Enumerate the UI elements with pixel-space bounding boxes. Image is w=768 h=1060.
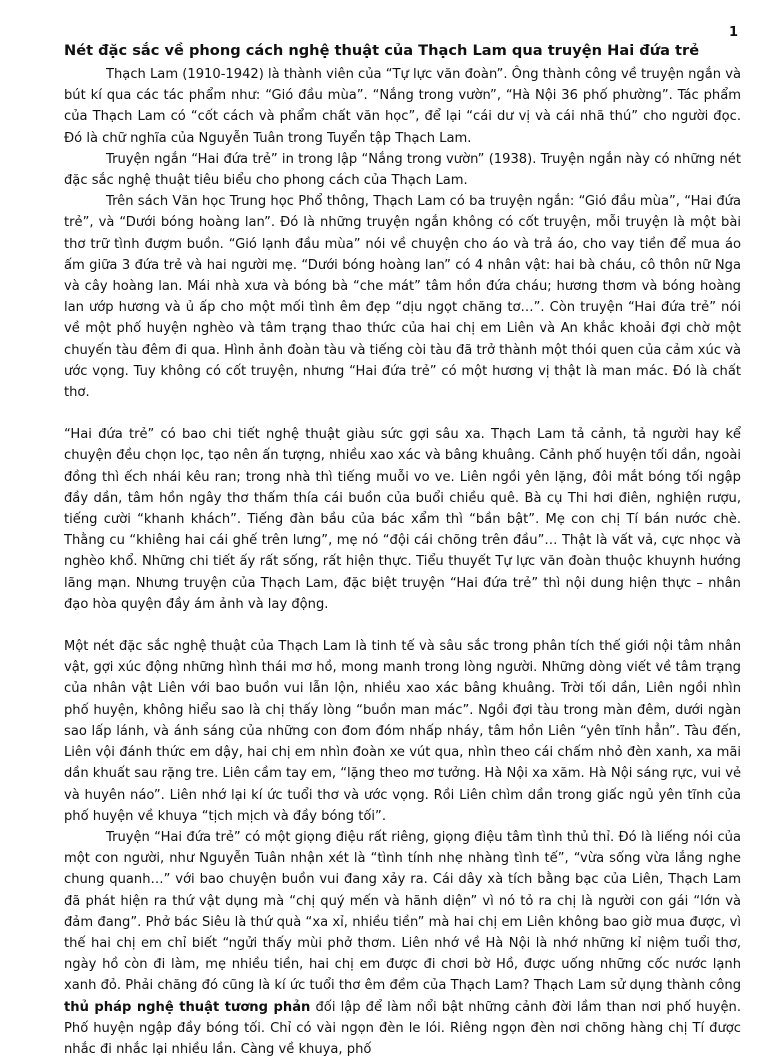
paragraph-voice-continuation: đối lập để làm nổi bật những cảnh đời lầm than nơi phố huyện. Phố huyện ngập đầy bóng tối. Chỉ có vài ngọn đèn le lói. Riêng ngọn đèn nơi chõng hàng chị Tí được nhắc đi nhắc lại nhiều lần. Càng về khuya, phố [64,999,741,1057]
bold-phrase: thủ pháp nghệ thuật tương phản [64,999,311,1015]
paragraph-details: “Hai đứa trẻ” có bao chi tiết nghệ thuật giàu sức gợi sâu xa. Thạch Lam tả cảnh, tả người hay kể chuyện đều chọn lọc, tạo nên ấn tượng, nhiều xao xác và bâng khuâng. Cảnh phố huyện tối dần, ngoài đồng thì ếch nhái kêu ran; trong nhà thì tiếng muỗi vo ve. Liên ngồi yên lặng, đôi mắt bóng tối ngập đầy dần, tâm hồn ngây thơ thấm thía cái buồn của buổi chiều quê. Bà cụ Thi hơi điên, nghiện rượu, tiếng cười “khanh khách”. Tiếng đàn bầu của bác xẩm thì “bần bật”. Mẹ con chị Tí bán nước chè. Thằng cu “khiêng hai cái ghế trên lưng”, mẹ nó “đội cái chõng trên đầu”… Thật là vất vả, cực nhọc và nghèo khổ. Những chi tiết ấy rất sống, rất hiện thực. Tiểu thuyết Tự lực văn đoàn thuộc khuynh hướng lãng mạn. Nhưng truyện của Thạch Lam, đặc biệt truyện “Hai đứa trẻ” thì nội dung hiện thực – nhân đạo hòa quyện đầy ám ảnh và lay động. [64,427,741,612]
document-title: Nét đặc sắc về phong cách nghệ thuật của Thạch Lam qua truyện Hai đứa trẻ [64,42,700,59]
paragraph-collection: Truyện ngắn “Hai đứa trẻ” in trong lập “Nắng trong vườn” (1938). Truyện ngắn này có những nét đặc sắc nghệ thuật tiêu biểu cho phong cách của Thạch Lam. [64,151,741,189]
paragraph-voice [64,827,741,1060]
paragraph-voice-text: Truyện “Hai đứa trẻ” có một giọng điệu rất riêng, giọng điệu tâm tình thủ thỉ. Đó là liếng nói của một con người, như Nguyễn Tuân nhận xét là “tình tính nhẹ nhàng tình tế”, “vừa sống vừa lắng nghe chung quanh…” với bao chuyện buồn vui đang xảy ra. Cái dây xà tích bằng bạc của Liên, Thạch Lam đã phát hiện ra thứ vật dụng mà “chị quý mến và hãnh diện” vì nó tỏ ra chị là người con gái “lớn và đảm đang”. Phở bác Siêu là thứ quà “xa xỉ, nhiều tiền” mà hai chị em Liên không bao giờ mua được, vì thế hai chị em chỉ biết “ngửi thấy mùi phở thơm. Liên nhớ về Hà Nội là nhớ những kỉ niệm tuổi thơ, ngày hồ còn đi làm, mẹ nhiều tiền, hai chị em được đi chơi bờ Hồ, được uống những cốc nước lạnh xanh đỏ. Phải chăng đó cũng là kí ức tuổi thơ êm đềm của Thạch Lam? Thạch Lam sử dụng thành công [64,829,741,994]
paragraph-inner-world: Một nét đặc sắc nghệ thuật của Thạch Lam là tinh tế và sâu sắc trong phân tích thế giới nội tâm nhân vật, gợi xúc động những hình thái mơ hồ, mong manh trong lòng người. Những dòng viết về tâm trạng của nhân vật Liên với bao buồn vui lẫn lộn, nhiều xao xác bâng khuâng. Trời tối dần, Liên ngồi nhìn phố huyện, không hiểu sao là chị thấy lòng “buồn man mác”. Ngồi đợi tàu trong màn đêm, dưới ngàn sao lấp lánh, và ánh sáng của những con đom đóm nhấp nháy, tâm hồn Liên “yên tĩnh hẳn”. Tàu đến, Liên vội đánh thức em dậy, hai chị em nhìn đoàn xe vút qua, nhìn theo cái chấm nhỏ đèn xanh, xa mãi dần khuất sau rặng tre. Liên cầm tay em, “lặng theo mơ tưởng. Hà Nội xa xăm. Hà Nội sáng rực, vui vẻ và huyên náo”. Liên nhớ lại kí ức tuổi thơ và ước vọng. Rồi Liên chìm dần trong giấc ngủ yên tĩnh của phố huyện về khuya “tịch mịch và đầy bóng tối”. [64,639,741,824]
document-body [64,40,741,1060]
paragraph-three-stories: Trên sách Văn học Trung học Phổ thông, Thạch Lam có ba truyện ngắn: “Gió đầu mùa”, “Hai đứa trẻ”, và “Dưới bóng hoàng lan”. Đó là những truyện ngắn không có cốt truyện, mỗi truyện là một bài thơ trữ tình đượm buồn. “Gió lạnh đầu mùa” nói về chuyện cho áo và trả áo, cho vay tiền để mua áo ấm giữa 3 đứa trẻ và hai người mẹ. “Dưới bóng hoàng lan” có 4 nhân vật: hai bà cháu, cô thôn nữ Nga và cây hoàng lan. Mái nhà xưa và bóng bà “che mát” tâm hồn đứa cháu; hương thơm và bóng hoàng lan ướp hương và ủ ấp cho một mối tình êm đẹp “dịu ngọt chăng tơ…”. Còn truyện “Hai đứa trẻ” nói về một phố huyện nghèo và tâm trạng thao thức của hai chị em Liên và An khắc khoải đợi chờ một chuyến tàu đêm đi qua. Hình ảnh đoàn tàu và tiếng còi tàu đã trở thành một thói quen của cảm xúc và ước vọng. Tuy không có cốt truyện, nhưng “Hai đứa trẻ” có một hương vị thật là man mác. Đó là chất thơ. [64,194,741,401]
page-number: 1 [728,25,738,40]
paragraph-intro: Thạch Lam (1910-1942) là thành viên của “Tự lực văn đoàn”. Ông thành công về truyện ngắn và bút kí qua các tác phẩm như: “Gió đầu mùa”. “Nắng trong vườn”, “Hà Nội 36 phố phường”. Tác phẩm của Thạch Lam có “cốt cách và phẩm chất văn học”, để lại “cái dư vị và cái nhã thú” cho người đọc. Đó là chữ nghĩa của Nguyễn Tuân trong Tuyển tập Thạch Lam. [64,67,741,146]
